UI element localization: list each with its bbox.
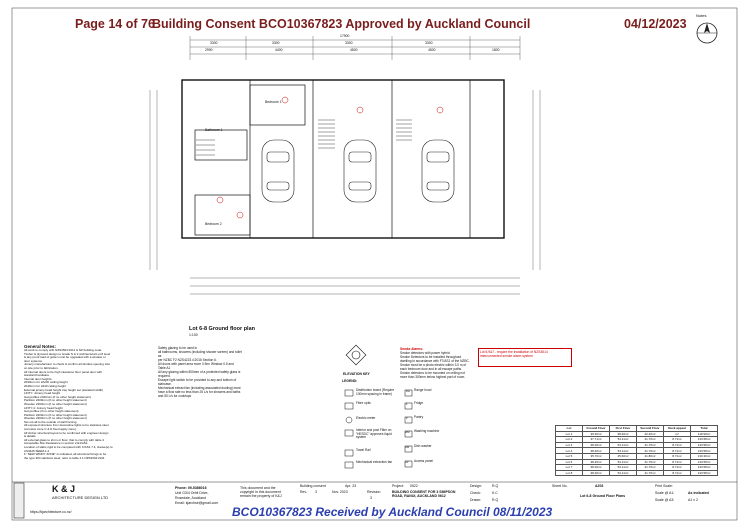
legend-symbol: F: [406, 403, 408, 406]
sub-dim-3: 4500: [350, 48, 358, 52]
smoke-title: Smoke Alarms:: [400, 347, 424, 351]
note-line: Smoke must be a photo electric within 3.0 m of: [400, 363, 467, 367]
rev-number: 3: [315, 490, 317, 494]
note-line: per NZBC F2 NZS4223.4:2016 Section 6.: [158, 358, 217, 362]
revision-number: 3: [370, 496, 372, 500]
note-line: the type 304 stainless steel, refer to table 4.1 NZS3604:2011: [24, 456, 105, 460]
note-line: All external glass to 2mm or floor, that to comply with table 4: [24, 438, 104, 442]
area-table-cell: 41.76m²: [637, 465, 664, 471]
area-table-cell: 8.71m²: [664, 470, 691, 476]
note-line: each bedroom door and in all escape paths.: [400, 367, 463, 371]
note-line: Safety glazing to be used in: [158, 346, 198, 350]
note-line: F "NEW WINDY ZONE" is indicated, all structural fixings to be: [24, 453, 107, 457]
area-table-cell: Lot 2: [556, 437, 583, 443]
legend-symbol: DW: [405, 446, 410, 449]
note-line: Gel-profiles (if no other height statement): [24, 410, 79, 414]
sub-dim-1: 2990: [205, 48, 213, 52]
area-table-cell: 38.20m²: [583, 448, 610, 454]
top-dim-4: 3300: [425, 41, 433, 45]
sheet-title: Lot 6-8 Ground Floor Plans: [580, 494, 626, 498]
company-address1: Unit G3/4 Orbit Drive,: [175, 491, 209, 495]
area-table-cell: 39.30m²: [583, 431, 610, 437]
area-table-cell: 54.11m²: [610, 459, 637, 465]
note-line: Location of slabs rigid to be compared with C/AS1 7.4, clause(e) to: [24, 446, 113, 450]
area-table-cell: 133.58m²: [691, 459, 718, 465]
plan-title: Lot 6-8 Ground floor plan: [189, 326, 255, 332]
note-line: All internal doors to be high clearance floor panel door with: [24, 370, 103, 374]
note-line: door systems.: [24, 359, 43, 363]
area-table-cell: 8.71m²: [664, 442, 691, 448]
note-line: Escape light switch to be provided to any and bottom of: [158, 378, 237, 382]
project-label: Project:: [392, 484, 404, 488]
note-line: Partition 2200mm (if no other height statement): [24, 399, 87, 403]
area-table-cell: Lot 5: [556, 453, 583, 459]
area-table-cell: 41.76m²: [637, 442, 664, 448]
top-dim-3: 3300: [345, 41, 353, 45]
area-table-cell: 38.20m²: [583, 470, 610, 476]
area-table-cell: 38.40m²: [610, 431, 637, 437]
area-table-cell: 38.20m²: [583, 442, 610, 448]
legend-symbol: WM: [405, 431, 410, 434]
top-dim-1: 3300: [210, 41, 218, 45]
table-row: [556, 470, 718, 476]
legend-item: Distribution board (Require 100mm spacing in frame): [356, 388, 395, 396]
header-date: 04/12/2023: [624, 17, 687, 31]
legend-item: Interior and post Filter on "HESDC" approves liquid system: [356, 428, 392, 440]
area-table-cell: 133.58m²: [691, 465, 718, 471]
area-table-cell: m²: [664, 431, 691, 437]
area-table-cell: Lot 8: [556, 470, 583, 476]
elevation-key-label: ELEVATION KEY: [343, 372, 370, 376]
note-line: AS4426 SEEM-1.2: [24, 449, 50, 453]
note-line: 2040mm for 2440 ceiling height: [24, 384, 66, 388]
note-line: Wooden 2200mm (if no other height statement): [24, 402, 87, 406]
header-consent: Building Consent BCO10367823 Approved by Auckland Council: [152, 17, 531, 31]
rev-label: Rev.: [300, 490, 307, 494]
copyright-note: This document and the copyright in this document remain the property of K&J: [240, 486, 282, 498]
area-table-cell: 42.20m²: [637, 431, 664, 437]
legend-item: Mechanical extraction fan: [356, 460, 393, 464]
note-line: Wooden 2200mm (if no other height statement): [24, 417, 87, 421]
note-line: All work to comply with NZS3604:2011 & NZ building code.: [24, 349, 103, 352]
note-line: Table A1: [158, 366, 171, 370]
rev-date: Nov. 2023: [332, 490, 348, 494]
note-line: & any proof load of gutter must be upgraded with a window or: [24, 356, 106, 360]
received-stamp: BCO10367823 Received by Auckland Council 08/11/2023: [232, 505, 553, 519]
area-table-cell: 54.11m²: [610, 437, 637, 443]
area-table-cell: Lot 6: [556, 459, 583, 465]
area-table-cell: 37.71m²: [583, 437, 610, 443]
smoke-alarm-requirement: Lot 6,9&7 - require the installation of NZS4514 interconnected smoke alarm system: [478, 348, 572, 367]
sheet-number: A203: [595, 484, 604, 488]
area-table-cell: 133.58m²: [691, 448, 718, 454]
area-table-header: Deck appeal: [664, 426, 691, 432]
area-table-cell: 41.76m²: [637, 448, 664, 454]
sub-dim-4: 4500: [428, 48, 436, 52]
scale-a3-value: A1 x 2: [688, 498, 698, 502]
note-line: LINTY-4: Joinery head height: [24, 406, 63, 410]
note-line: Smoke detectors to be mounted on ceiling not: [400, 371, 465, 375]
note-line: required.: [158, 374, 171, 378]
note-line: Joinery manufacturer to check & confirm all window opening size: [24, 363, 111, 367]
area-table-header: Lot: [556, 426, 583, 432]
area-table-cell: Lot 7: [556, 465, 583, 471]
area-table-cell: 119.90m²: [691, 431, 718, 437]
note-line: All exposed structure from decorative lights to be stainless steel: [24, 424, 109, 428]
legend-symbol: RH: [406, 390, 410, 393]
note-line: corrosive zone C & D fixed apply zone).: [24, 428, 77, 432]
legend-item: Towel Rail: [356, 448, 371, 452]
scale-a1-label: Scale @ A1:: [655, 491, 675, 495]
company-sub: ARCHITECTURE DESIGN LTD: [52, 495, 109, 500]
check-value: K.C: [492, 491, 498, 495]
company-address2: Rosedale, Auckland: [175, 496, 206, 500]
general-notes: [24, 344, 144, 460]
safety-notes: [158, 346, 246, 398]
note-line: more than 300mm below highest part of room.: [400, 375, 466, 379]
area-table-cell: Lot 4: [556, 448, 583, 454]
legend-item: Fridge: [414, 401, 424, 405]
legend-symbol: AP: [405, 461, 409, 464]
note-line: dwelling in accordance with F7/AS1 of the NZBC.: [400, 359, 470, 363]
area-table-cell: 8.71m²: [664, 465, 691, 471]
note-line: LINTY: Joinery head height: [24, 392, 61, 396]
area-table-header: Second Floor: [637, 426, 664, 432]
scale-a1-value: As indicated: [688, 491, 709, 495]
company-phone: Phone: 09-5386016: [175, 486, 207, 490]
room-label: Bedroom 1: [265, 100, 282, 104]
area-table-cell: 8.71m²: [664, 459, 691, 465]
note-line: All timber structural layout to be confirmed with engineer design: [24, 431, 109, 435]
drawn-label: Drawn:: [470, 498, 482, 502]
legend-item: Dish washer: [414, 444, 432, 448]
note-line: Mechanical extract fan (including associated ducting) must: [158, 386, 241, 390]
area-table-cell: 54.11m²: [610, 448, 637, 454]
note-line: Acceptable Site Resistance in section 2 E1/AS1.: [24, 442, 89, 446]
area-table-header: Ground Floor: [583, 426, 610, 432]
area-table-cell: 41.80m²: [637, 453, 664, 459]
note-line: Timber & plywood design to Grade N & 2 architectural Lot 8 level: [24, 352, 111, 356]
legend-item: Electric meter: [356, 416, 376, 420]
legend-item: Fibre optic: [356, 401, 371, 405]
note-line: standard hardware.: [24, 374, 50, 378]
area-table: [555, 425, 718, 476]
check-label: Check:: [470, 491, 481, 495]
area-table-cell: 133.58m²: [691, 437, 718, 443]
area-table-header: Total: [691, 426, 718, 432]
note-line: have a flow rate no less than 25 L/s for showers and baths: [158, 390, 241, 394]
area-table-cell: 133.58m²: [691, 442, 718, 448]
revision-label: Revision: [367, 490, 381, 494]
header-page: Page 14 of 76: [75, 17, 155, 31]
note-line: and 50 L/s for cooktops: [158, 394, 192, 398]
note-line: Internal door heights:: [24, 377, 53, 381]
plan-scale: 1:100: [189, 333, 198, 337]
company-logo-text: K & J: [52, 484, 76, 494]
company-email: Email: kjarchse@gmail.com: [175, 501, 219, 505]
area-table-cell: 35.70m²: [583, 453, 610, 459]
drawn-value: R.Q: [492, 498, 499, 502]
note-line: Smoke detectors with power hybrid: [400, 351, 450, 355]
room-label: Bathroom 1: [205, 128, 223, 132]
area-table-cell: 8.71m²: [664, 453, 691, 459]
area-table-cell: 38.20m²: [583, 459, 610, 465]
north-label: Notes: [696, 13, 707, 18]
note-line: Partition 2200mm (if no other height statement): [24, 413, 87, 417]
legend-item: Pantry: [414, 415, 424, 419]
area-table-cell: 133.58m²: [691, 470, 718, 476]
smoke-alarm-notes: [400, 347, 475, 379]
legend-item: Range hood: [414, 388, 432, 392]
top-dim-overall: 17900: [340, 34, 350, 38]
top-dim-2: 3300: [272, 41, 280, 45]
sub-dim-2: 4400: [275, 48, 283, 52]
legend-title: LEGEND:: [342, 379, 358, 383]
area-table-cell: 45.60m²: [610, 453, 637, 459]
design-value: R.Q: [492, 484, 499, 488]
area-table-cell: 54.11m²: [610, 470, 637, 476]
area-table-cell: 8.71m²: [664, 448, 691, 454]
area-table-cell: 41.76m²: [637, 437, 664, 443]
area-table-cell: 41.76m²: [637, 470, 664, 476]
area-table-cell: 8.71m²: [664, 437, 691, 443]
note-line: Gel-profiles 2340mm (if no other height statement): [24, 395, 92, 399]
sheet-label: Sheet No.: [552, 484, 568, 488]
note-line: Set out all to the outside of wall framing: [24, 420, 77, 424]
area-table-cell: 41.76m²: [637, 459, 664, 465]
note-line: staircase.: [158, 382, 172, 386]
project-number: 0522: [410, 484, 418, 488]
status: Building consent: [300, 484, 326, 488]
legend-item: Access panel: [414, 459, 433, 463]
area-table-cell: 54.11m²: [610, 465, 637, 471]
area-table-cell: 38.20m²: [583, 465, 610, 471]
area-table-cell: 130.30m²: [691, 453, 718, 459]
note-line: on site prior to fabrication.: [24, 366, 59, 370]
sub-dim-5: 1800: [492, 48, 500, 52]
general-notes-title: General Notes:: [24, 344, 57, 349]
status-date: Apr. 23: [345, 484, 357, 488]
company-website: https://kjarchitecture.co.nz/: [30, 510, 72, 514]
area-table-header: First Floor: [610, 426, 637, 432]
area-table-cell: Lot 1: [556, 431, 583, 437]
note-line: External joinery head height tray height set (standard width): [24, 388, 104, 392]
note-line: all bathrooms, showers (including shower screen) and toilet as: [158, 350, 242, 358]
note-line: & details.: [24, 435, 37, 439]
print-scale-label: Print Scale:: [655, 484, 673, 488]
legend-symbol: P: [406, 417, 408, 420]
room-label: Bedroom 2: [205, 222, 222, 226]
design-label: Design:: [470, 484, 482, 488]
legend-item: Washing machine: [414, 429, 440, 433]
scale-a3-label: Scale @ A3:: [655, 498, 675, 502]
project-description: BUILDING CONSENT FOR 3 SIMPSON ROAD, RANUI, AUCKLAND 0612: [392, 490, 456, 498]
area-table-cell: 54.11m²: [610, 442, 637, 448]
note-line: Smoke Detectors to be installed throughout: [400, 355, 462, 359]
note-line: 2040mm for 2A/2D ceiling height: [24, 381, 68, 385]
note-line: All any glazing within 800mm of a protected safety glass is: [158, 370, 241, 374]
area-table-cell: Lot 3: [556, 442, 583, 448]
note-line: All doors with panel area more 0.5m² Window 0.5 and: [158, 362, 234, 366]
